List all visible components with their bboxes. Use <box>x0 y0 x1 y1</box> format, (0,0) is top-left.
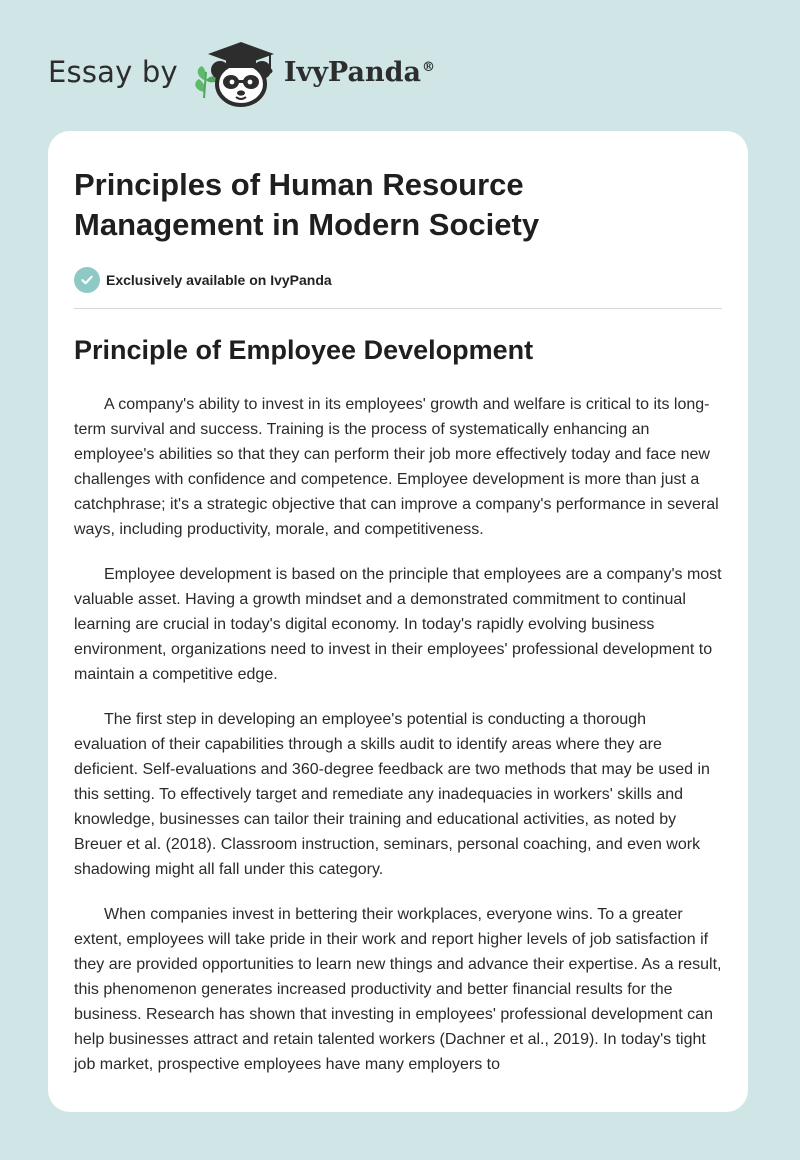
panda-graduate-logo-icon <box>190 36 280 108</box>
paragraph: The first step in developing an employee's potential is conducting a thorough evaluation of their capabilities through a skills audit to identify areas where they are deficient. Self-evaluations and 360-degree feedback are two methods that may be used in this setting. To effectively target and remediate any inadequacies in workers' skills and knowledge, businesses can tailor their training and educational activities, as noted by Breuer et al. (2018). Classroom instruction, seminars, personal coaching, and even work shadowing might all fall under this category. <box>74 711 710 878</box>
registered-mark: ® <box>421 59 435 75</box>
page-title: Principles of Human Resource Management in Modern Society <box>74 167 540 242</box>
site-brand[interactable] <box>48 36 435 108</box>
brand-name: IvyPanda® <box>283 56 435 88</box>
essay-body <box>74 392 722 1077</box>
brand-prefix: Essay by <box>48 55 178 89</box>
paragraph: A company's ability to invest in its employees' growth and welfare is critical to its long-term survival and success. Training is the process of systematically enhancing an employee's abilities so that they can perform their job more effectively today and face new challenges with confidence and competence. Employee development is more than just a catchphrase; it's a strategic objective that can improve a company's performance in several ways, including productivity, morale, and competitiveness. <box>74 396 719 538</box>
badge-label: Exclusively available on IvyPanda <box>106 272 332 288</box>
essay-card <box>48 131 748 1112</box>
section-heading: Principle of Employee Development <box>74 335 534 365</box>
paragraph: When companies invest in bettering their workplaces, everyone wins. To a greater extent, employees will take pride in their work and report higher levels of job satisfaction if they are provided opportunities to learn new things and advance their expertise. As a result, this phenomenon generates increased productivity and better financial results for the business. Research has shown that investing in employees' professional development can help businesses attract and retain talented workers (Dachner et al., 2019). In today's tight job market, prospective employees have many employers to <box>74 906 722 1073</box>
paragraph: Employee development is based on the principle that employees are a company's most valuable asset. Having a growth mindset and a demonstrated commitment to continual learning are crucial in today's digital economy. In today's rapidly evolving business environment, organizations need to invest in their employees' professional development to maintain a competitive edge. <box>74 566 722 683</box>
check-circle-icon <box>74 267 100 293</box>
exclusive-badge <box>74 266 722 294</box>
divider <box>74 308 722 309</box>
